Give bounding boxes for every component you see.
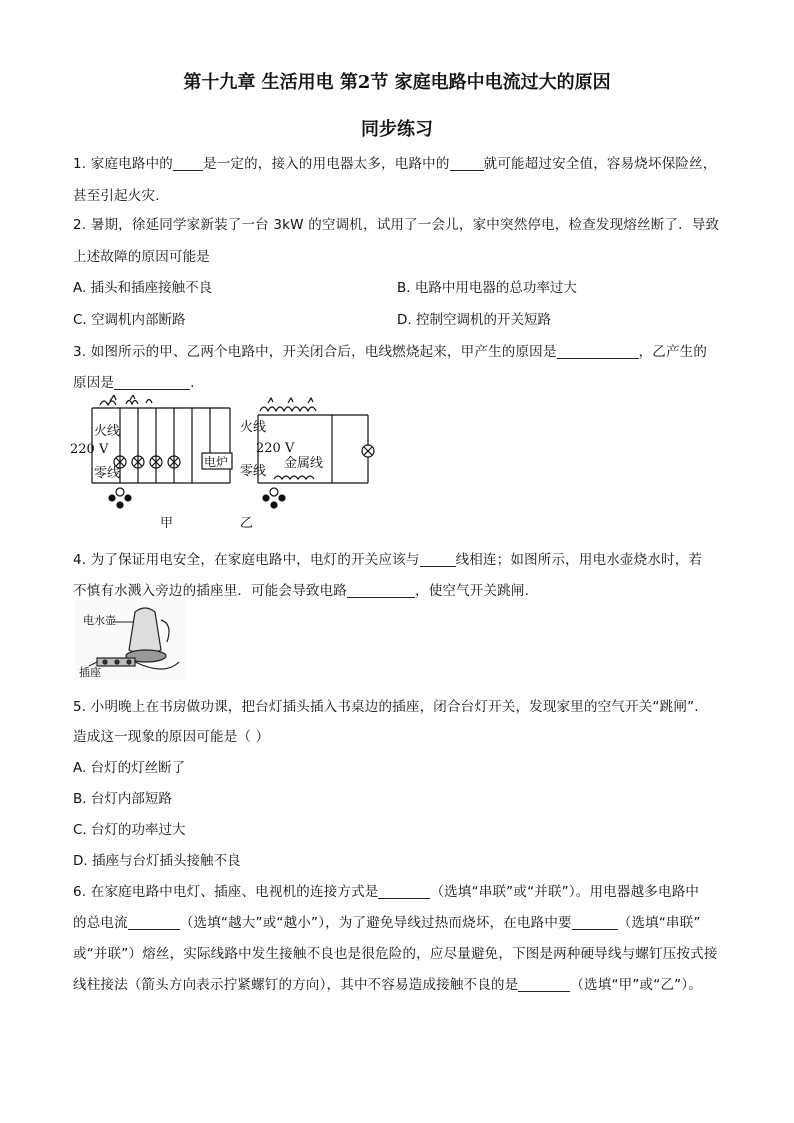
neutral-label-jia: 零线 — [94, 466, 121, 481]
q3-blank2[interactable] — [114, 375, 190, 390]
page-subtitle: 同步练习 — [361, 119, 433, 140]
live-label-yi: 火线 — [240, 420, 267, 435]
q6-line1: 6. 在家庭电路中电灯、插座、电视机的连接方式是 （选填“串联”或“并联”）。用电器越多电路中 — [73, 884, 700, 900]
figure-label-jia: 甲 — [160, 516, 174, 531]
q2-line2: 上述故障的原因可能是 — [73, 249, 210, 265]
q2-option-d[interactable]: D. 控制空调机的开关短路 — [397, 312, 551, 328]
q5-line1: 5. 小明晚上在书房做功课，把台灯插头插入书桌边的插座，闭合台灯开关，发现家里的空气开关“跳闸”. — [73, 699, 699, 715]
kettle-label: 电水壶 — [83, 614, 116, 627]
q5-option-c[interactable]: C. 台灯的功率过大 — [73, 822, 186, 838]
circuit-jia — [92, 395, 232, 508]
q6-line3: 或“并联”）熔丝，实际线路中发生接触不良也是很危险的，应尽量避免，下图是两种硬导线与螺钉压按式接 — [73, 946, 718, 962]
q5-option-b[interactable]: B. 台灯内部短路 — [73, 791, 172, 807]
figure-label-yi: 乙 — [240, 516, 254, 531]
q4-line2: 不慎有水溅入旁边的插座里．可能会导致电路 ，使空气开关跳闸. — [73, 583, 530, 599]
q2-option-c[interactable]: C. 空调机内部断路 — [73, 312, 186, 328]
q2-option-b[interactable]: B. 电路中用电器的总功率过大 — [397, 280, 577, 296]
q1-blank1[interactable] — [173, 156, 203, 171]
q6-blank3[interactable] — [572, 915, 618, 930]
q1-line2: 甚至引起火灾. — [73, 188, 160, 204]
neutral-label-yi: 零线 — [240, 464, 267, 479]
q6-line2: 的总电流 （选填“越大”或“越小”），为了避免导线过热而烧坏，在电路中要 （选填“串联” — [73, 915, 701, 931]
circuit-figure — [70, 395, 390, 535]
q3-blank1[interactable] — [557, 344, 639, 359]
q1-blank2[interactable] — [450, 156, 484, 171]
q4-line1: 4. 为了保证用电安全，在家庭电路中，电灯的开关应该与 线相连；如图所示，用电水壶烧水时，若 — [73, 552, 703, 568]
q5-option-d[interactable]: D. 插座与台灯插头接触不良 — [73, 853, 241, 869]
stove-label: 电炉 — [204, 455, 229, 469]
q5-option-a[interactable]: A. 台灯的灯丝断了 — [73, 760, 186, 776]
q1-line1: 1. 家庭电路中的 是一定的，接入的用电器太多，电路中的 就可能超过安全值，容易烧坏保险丝， — [73, 156, 717, 172]
q6-blank1[interactable] — [378, 884, 430, 899]
q4-blank1[interactable] — [420, 552, 456, 567]
q2-option-a[interactable]: A. 插头和插座接触不良 — [73, 280, 213, 296]
page-title: 第十九章 生活用电 第2节 家庭电路中电流过大的原因 — [183, 72, 611, 93]
voltage-label-yi: 220 V — [256, 441, 295, 456]
q4-blank2[interactable] — [347, 583, 415, 598]
q2-line1: 2. 暑期，徐延同学家新装了一台 3kW 的空调机，试用了一会儿，家中突然停电，检查发现熔丝断了．导致 — [73, 217, 720, 233]
q3-line2: 原因是 . — [73, 375, 195, 391]
metal-wire-label: 金属线 — [284, 456, 324, 471]
q6-line4: 线柱接法（箭头方向表示拧紧螺钉的方向），其中不容易造成接触不良的是 （选填“甲”或“乙”）。 — [73, 977, 702, 993]
socket-label: 插座 — [79, 666, 101, 679]
q5-line2: 造成这一现象的原因可能是（ ） — [73, 729, 270, 745]
q3-line1: 3. 如图所示的甲、乙两个电路中，开关闭合后，电线燃烧起来，甲产生的原因是 ，乙产生的 — [73, 344, 708, 360]
live-label-jia: 火线 — [94, 424, 121, 439]
q6-blank2[interactable] — [128, 915, 180, 930]
voltage-label-jia: 220 V — [70, 442, 109, 457]
q6-blank4[interactable] — [518, 977, 570, 992]
kettle-figure — [75, 600, 185, 680]
